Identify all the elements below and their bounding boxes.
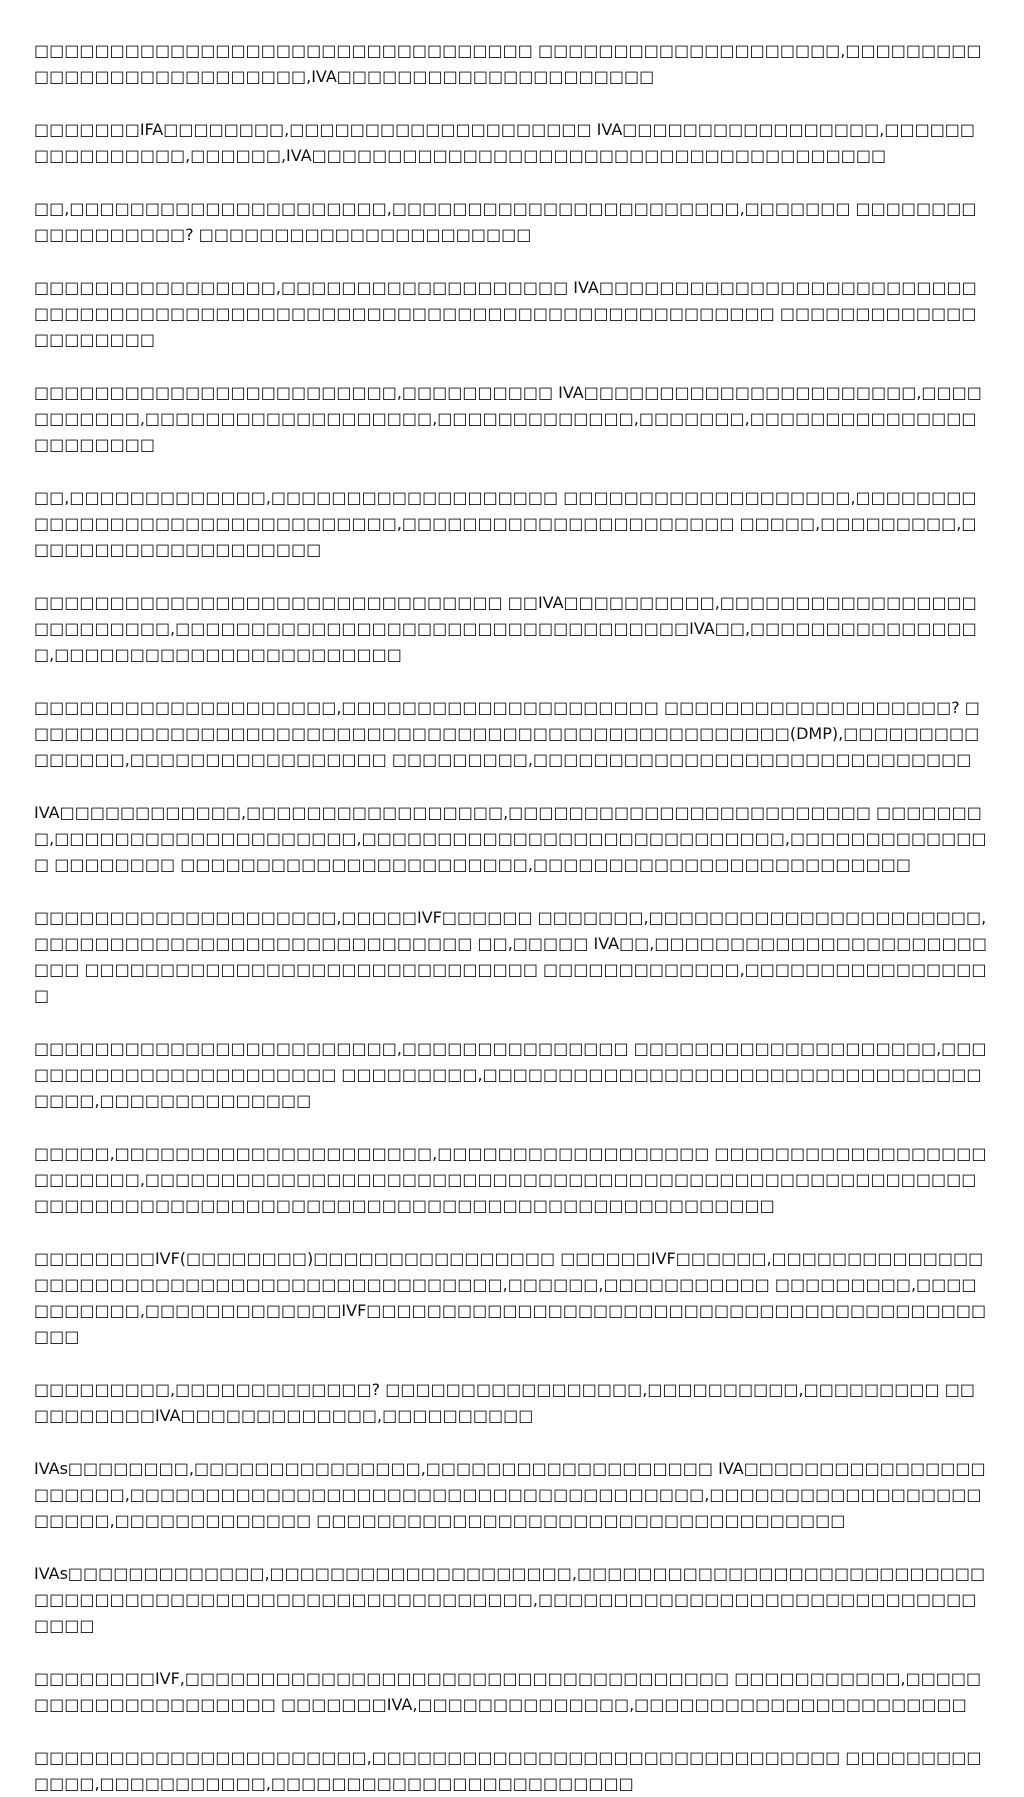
paragraph-14: □□□□□□□□□,□□□□□□□□□□□□□? □□□□□□□□□□□□□□□□□,□□□□□□□□□□,□□□□□□□□□ □□□□□□□□□□IVA□□□□□□□□□□□□□,□□□□□□□□□□ bbox=[34, 1380, 975, 1425]
paragraph-15: IVAs□□□□□□□□,□□□□□□□□□□□□□□□,□□□□□□□□□□□□□□□□□□□ IVA□□□□□□□□□□□□□□□□□□□□□□,□□□□□□□□□□□□□□□□□□□□□□□□□□□□□□□□□□□□□□,□□□□□□□□□□□□□□□□□□□□□□□,□□□□□□□□□□□□□ □□□□□□□□□□□□□□□□□□□□□□□□□□□□□□□□□□□ bbox=[34, 1459, 986, 1530]
paragraph-10: □□□□□□□□□□□□□□□□□□□□,□□□□□IVF□□□□□□ □□□□□□□,□□□□□□□□□□□□□□□□□□□□□□,□□□□□□□□□□□□□□□□□□□□□□□□□□□□□ □□,□□□□□ IVA□□,□□□□□□□□□□□□□□□□□□□□□□□□□ □□□□□□□□□□□□□□□□□□□□□□□□□□□□□□ □□□□□□□□□□□□□,□□□□□□□□□□□□□□□□□ bbox=[34, 908, 987, 1005]
paragraph-16: IVAs□□□□□□□□□□□□□,□□□□□□□□□□□□□□□□□□□□,□□□□□□□□□□□□□□□□□□□□□□□□□□□□□□□□□□□□□□□□□□□□□□□□□□□□□□□□□□□□,□□□□□□□□□□□□□□□□□□□□□□□□□□□□□□□□□ bbox=[34, 1564, 986, 1635]
paragraph-13: □□□□□□□□IVF(□□□□□□□□)□□□□□□□□□□□□□□□□ □□□□□□IVF□□□□□□,□□□□□□□□□□□□□□□□□□□□□□□□□□□□□□□□□□□□□□□□□□□□□,□□□□□□,□□□□□□□□□□□ □□□□□□□□□,□□□□□□□□□□□,□□□□□□□□□□□□□IVF□□□□□□□□□□□□□□□□□□□□□□□□□□□□□□□□□□□□□□□□□□□□ bbox=[34, 1249, 987, 1346]
paragraph-11: □□□□□□□□□□□□□□□□□□□□□□□□,□□□□□□□□□□□□□□□ □□□□□□□□□□□□□□□□□□□□,□□□□□□□□□□□□□□□□□□□□□□□ □□□□□□□□□,□□□□□□□□□□□□□□□□□□□□□□□□□□□□□□□□□□□□□,□□□□□□□□□□□□□□ bbox=[34, 1039, 987, 1110]
paragraph-3: □□,□□□□□□□□□□□□□□□□□□□□□,□□□□□□□□□□□□□□□□□□□□□□□,□□□□□□□ □□□□□□□□□□□□□□□□□□? □□□□□□□□□□□□□□□□□□□□□□ bbox=[34, 199, 977, 244]
paragraph-4: □□□□□□□□□□□□□□□□,□□□□□□□□□□□□□□□□□□□ IVA□□□□□□□□□□□□□□□□□□□□□□□□□□□□□□□□□□□□□□□□□□□□□□□□□□□□□□□□□□□□□□□□□□□□□□□□□□ □□□□□□□□□□□□□□□□□□□□□ bbox=[34, 278, 977, 349]
paragraph-7: □□□□□□□□□□□□□□□□□□□□□□□□□□□□□□□ □□IVA□□□□□□□□□□,□□□□□□□□□□□□□□□□□□□□□□□□□□,□□□□□□□□□□□□□□□□□□□□□□□□□□□□□□□□□□IVA□□,□□□□□□□□□□□□□□□□,□□□□□□□□□□□□□□□□□□□□□□□ bbox=[34, 593, 977, 664]
paragraph-1: □□□□□□□□□□□□□□□□□□□□□□□□□□□□□□□□□ □□□□□□□□□□□□□□□□□□□□,□□□□□□□□□□□□□□□□□□□□□□□□□□□,IVA□□□□□□□□□□□□□□□□□□□□□ bbox=[34, 41, 982, 86]
paragraph-12: □□□□□,□□□□□□□□□□□□□□□□□□□□□,□□□□□□□□□□□□□□□□□□ □□□□□□□□□□□□□□□□□□□□□□□□□,□□□□□□□□□□□□□□□□□□□□□□□□□□□□□□□□□□□□□□□□□□□□□□□□□□□□□□□□□□□□□□□□□□□□□□□□□□□□□□□□□□□□□□□□□□□□□□□□□□□□□□□□ bbox=[34, 1144, 987, 1215]
paragraph-5: □□□□□□□□□□□□□□□□□□□□□□□□,□□□□□□□□□□ IVA□□□□□□□□□□□□□□□□□□□□□□,□□□□□□□□□□□,□□□□□□□□□□□□□□□□□□□,□□□□□□□□□□□□□,□□□□□□□,□□□□□□□□□□□□□□□□□□□□□□□ bbox=[34, 383, 982, 454]
paragraph-18: □□□□□□□□□□□□□□□□□□□□□□,□□□□□□□□□□□□□□□□□□□□□□□□□□□□□□□ □□□□□□□□□□□□□,□□□□□□□□□□□,□□□□□□□□□□□□□□□□□□□□□□□□ bbox=[34, 1748, 982, 1793]
paragraph-17: □□□□□□□□IVF,□□□□□□□□□□□□□□□□□□□□□□□□□□□□□□□□□□□□ □□□□□□□□□□□,□□□□□□□□□□□□□□□□□□□□□ □□□□□□□IVA,□□□□□□□□□□□□□□,□□□□□□□□□□□□□□□□□□□□□□ bbox=[34, 1669, 982, 1714]
paragraph-6: □□,□□□□□□□□□□□□□,□□□□□□□□□□□□□□□□□□□ □□□□□□□□□□□□□□□□□□□,□□□□□□□□□□□□□□□□□□□□□□□□□□□□□□□□,□□□□□□□□□□□□□□□□□□□□□□ □□□□□,□□□□□□□□□,□□□□□□□□□□□□□□□□□□□□ bbox=[34, 488, 977, 559]
paragraph-2: □□□□□□□IFA□□□□□□□□,□□□□□□□□□□□□□□□□□□□□ IVA□□□□□□□□□□□□□□□□□,□□□□□□□□□□□□□□□□,□□□□□□,IVA□□□□□□□□□□□□□□□□□□□□□□□□□□□□□□□□□□□□□□ bbox=[34, 120, 976, 165]
paragraph-8: □□□□□□□□□□□□□□□□□□□□,□□□□□□□□□□□□□□□□□□□□□ □□□□□□□□□□□□□□□□□□□? □□□□□□□□□□□□□□□□□□□□□□□□□□□□□□□□□□□□□□□□□□□□□□□□□□□(DMP),□□□□□□□□□□□□□□□,□□□□□□□□□□□□□□□□□ □□□□□□□□□,□□□□□□□□□□□□□□□□□□□□□□□□□□□□□ bbox=[34, 698, 980, 769]
paragraph-9: IVA□□□□□□□□□□□□,□□□□□□□□□□□□□□□□□,□□□□□□□□□□□□□□□□□□□□□□□□ □□□□□□□□,□□□□□□□□□□□□□□□□□□□□,□□□□□□□□□□□□□□□□□□□□□□□□□□□□,□□□□□□□□□□□□□□ □□□□□□□□ □□□□□□□□□□□□□□□□□□□□□□□,□□□□□□□□□□□□□□□□□□□□□□□□□ bbox=[34, 803, 987, 874]
